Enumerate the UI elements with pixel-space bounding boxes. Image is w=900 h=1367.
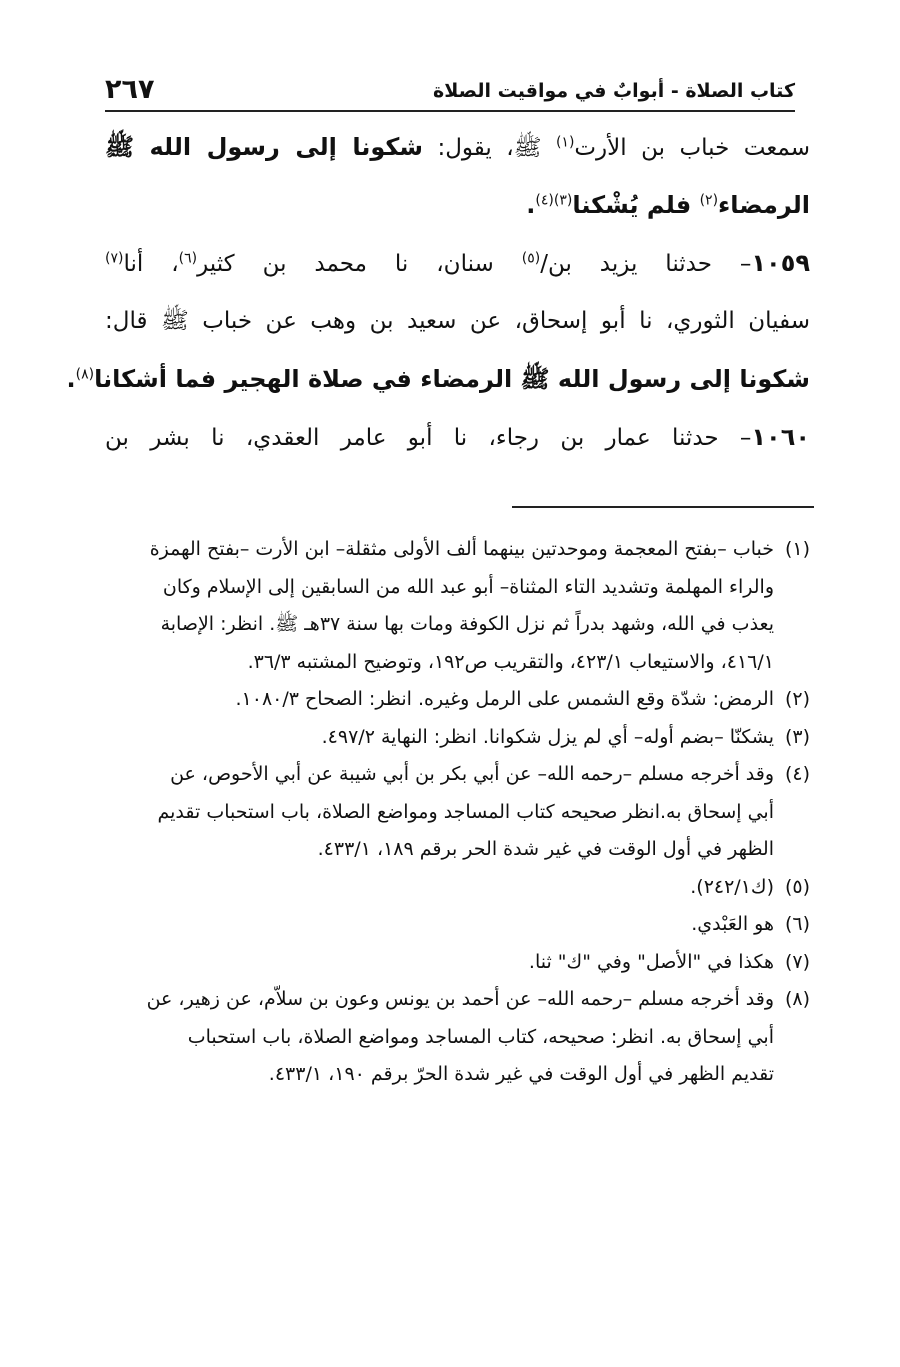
footnote-ref-1: (١) <box>555 134 575 151</box>
line-text: – حدثنا عمار بن رجاء، نا أبو عامر العقدي، نا بشر بن <box>105 425 752 451</box>
text-line-5 <box>66 350 810 408</box>
hadith-number: ١٠٦٠ <box>751 423 810 451</box>
footnote-8-line <box>105 1019 810 1057</box>
footnote-number: (٢) <box>784 688 810 710</box>
footnote-number: (٨) <box>784 988 810 1010</box>
footnote-text: هو العَبْدي. <box>691 913 774 935</box>
footnote-text: ٤١٦/١، والاستيعاب ٤٢٣/١، والتقريب ص١٩٢، وتوضيح المشتبه ٣٦/٣. <box>247 650 774 673</box>
footnote-1-line <box>105 644 810 682</box>
main-text <box>66 118 810 466</box>
hadith-text: شكونا إلى رسول الله ﷺ الرمضاء في صلاة الهجير فما أشكانا <box>94 365 810 393</box>
footnote-5 <box>105 869 810 907</box>
footnote-8 <box>105 981 810 1019</box>
footnote-text: خباب –بفتح المعجمة وموحدتين بينهما ألف الأولى مثقلة– ابن الأرت –بفتح الهمزة <box>149 538 774 560</box>
footnote-separator <box>512 506 814 508</box>
line-text: ، أنا <box>123 251 179 277</box>
footnote-number: (١) <box>784 538 810 560</box>
footnote-text: هكذا في "الأصل" وفي "ك" ثنا. <box>528 950 774 973</box>
running-header <box>105 74 795 108</box>
header-rule <box>105 110 795 112</box>
text-line-6 <box>105 408 810 466</box>
text-line-2 <box>105 176 810 234</box>
page-number: ٢٦٧ <box>105 74 155 105</box>
footnotes <box>105 531 810 1094</box>
footnote-text: تقديم الظهر في أول الوقت في غير شدة الحرّ برقم ١٩٠، ٤٣٣/١. <box>268 1063 774 1085</box>
footnote-4 <box>105 756 810 794</box>
line-end: . <box>66 365 76 393</box>
line-text: سمعت خباب بن الأرت <box>574 135 810 161</box>
hadith-number: ١٠٥٩ <box>751 249 810 277</box>
text-line-3 <box>105 234 810 292</box>
line-text: ﷺ، يقول: <box>423 135 556 161</box>
footnote-2 <box>105 681 810 719</box>
hadith-text: الرمضاء <box>718 191 810 219</box>
footnote-text: يعذب في الله، وشهد بدراً ثم نزل الكوفة ومات بها سنة ٣٧هـ ﷺ. انظر: الإصابة <box>160 613 774 635</box>
footnote-1-line <box>105 569 810 607</box>
footnote-text: أبي إسحاق به.انظر صحيحه كتاب المساجد ومواضع الصلاة، باب استحباب تقديم <box>157 800 774 823</box>
footnote-1 <box>105 531 810 569</box>
footnote-ref-5: (٥) <box>521 250 541 267</box>
footnote-text: وقد أخرجه مسلم –رحمه الله– عن أحمد بن يونس وعون بن سلاّم، عن زهير، عن <box>146 988 774 1010</box>
line-text: – حدثنا يزيد بن/ <box>540 251 752 277</box>
hadith-text: شكونا إلى رسول الله ﷺ <box>105 133 423 161</box>
text-line-1 <box>105 118 810 176</box>
footnote-text: وقد أخرجه مسلم –رحمه الله– عن أبي بكر بن أبي شيبة عن أبي الأحوص، عن <box>170 763 774 785</box>
footnote-text: والراء المهلمة وتشديد التاء المثناة– أبو عبد الله من السابقين إلى الإسلام وكان <box>162 575 774 598</box>
line-end: . <box>526 191 536 219</box>
line-text: سنان، نا محمد بن كثير <box>197 251 522 277</box>
footnote-number: (٣) <box>784 725 810 748</box>
footnote-6 <box>105 906 810 944</box>
text-line-4 <box>105 292 810 350</box>
footnote-ref-7: (٧) <box>105 250 124 267</box>
footnote-number: (٤) <box>784 763 810 785</box>
footnote-4-line <box>105 831 810 869</box>
footnote-text: (ك٢٤٢/١). <box>690 875 774 898</box>
footnote-1-line <box>105 606 810 644</box>
footnote-number: (٦) <box>784 913 810 935</box>
footnote-7 <box>105 944 810 982</box>
line-text: سفيان الثوري، نا أبو إسحاق، عن سعيد بن وهب عن خباب ﷺ قال: <box>105 308 810 334</box>
footnote-text: الظهر في أول الوقت في غير شدة الحر برقم ١٨٩، ٤٣٣/١. <box>317 838 774 860</box>
footnote-text: الرمض: شدّة وقع الشمس على الرمل وغيره. انظر: الصحاح ١٠٨٠/٣. <box>235 688 774 710</box>
footnote-number: (٧) <box>784 950 810 973</box>
footnote-text: أبي إسحاق به. انظر: صحيحه، كتاب المساجد ومواضع الصلاة، باب استحباب <box>187 1025 774 1048</box>
footnote-ref-8: (٨) <box>75 366 95 383</box>
hadith-text: فلم يُشْكنا <box>572 191 700 219</box>
footnote-ref-3-4: (٣)(٤) <box>535 192 573 209</box>
footnote-4-line <box>105 794 810 832</box>
running-header-title: كتاب الصلاة - أبوابٌ في مواقيت الصلاة <box>433 80 795 102</box>
footnote-number: (٥) <box>784 875 810 898</box>
footnote-ref-6: (٦) <box>178 250 198 267</box>
footnote-3 <box>105 719 810 757</box>
footnote-text: يشكنّا –بضم أوله– أي لم يزل شكوانا. انظر: النهاية ٤٩٧/٢. <box>321 725 774 748</box>
footnote-8-line <box>105 1056 810 1094</box>
footnote-ref-2: (٢) <box>699 192 719 209</box>
